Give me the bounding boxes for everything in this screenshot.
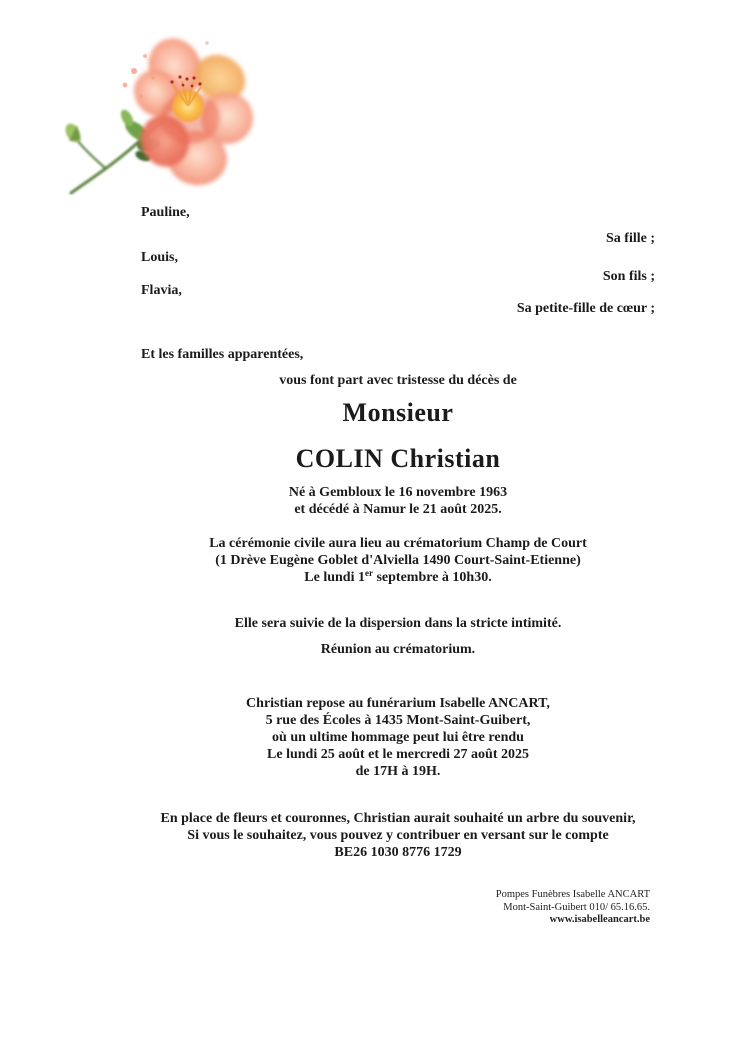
donation-line-1: En place de fleurs et couronnes, Christian aurait souhaité un arbre du souvenir,: [160, 811, 636, 826]
ceremony-date-line: [91, 569, 705, 587]
donation-line-2: Si vous le souhaitez, vous pouvez y contribuer en versant sur le compte: [187, 828, 609, 843]
ceremony-block: [91, 535, 705, 587]
repose-block: [91, 695, 705, 780]
ceremony-date-suffix: septembre à 10h30.: [372, 570, 492, 585]
watercolor-flower-illustration: [57, 23, 322, 195]
dispersion-line: Elle sera suivie de la dispersion dans la stricte intimité.: [234, 616, 562, 631]
repose-line-3: où un ultime hommage peut lui être rendu: [272, 730, 524, 745]
relative-relation-son: Son fils ;: [602, 269, 655, 284]
repose-line-5: de 17H à 19H.: [355, 764, 441, 779]
repose-line-4: Le lundi 25 août et le mercredi 27 août 2025: [267, 747, 529, 762]
relative-relation-daughter: Sa fille ;: [606, 231, 655, 246]
relative-name-pauline: Pauline,: [141, 205, 190, 220]
funeral-home-website: www.isabelleancart.be: [549, 914, 650, 925]
ceremony-date-prefix: Le lundi 1: [304, 570, 365, 585]
funeral-home-name: Pompes Funèbres Isabelle ANCART: [495, 889, 650, 900]
families-line: Et les familles apparentées,: [141, 347, 304, 362]
birth-death-block: [91, 484, 705, 518]
birth-line: Né à Gembloux le 16 novembre 1963: [288, 485, 508, 500]
repose-line-1: Christian repose au funérarium Isabelle ANCART,: [246, 696, 550, 711]
relative-relation-granddaughter: Sa petite-fille de cœur ;: [516, 301, 655, 316]
repose-line-2: 5 rue des Écoles à 1435 Mont-Saint-Guibert,: [265, 713, 531, 728]
ceremony-date-superscript: er: [364, 568, 373, 578]
deceased-name: COLIN Christian: [295, 444, 501, 473]
reunion-line: Réunion au crématorium.: [320, 642, 476, 657]
death-line: et décédé à Namur le 21 août 2025.: [294, 502, 502, 517]
donation-account-number: BE26 1030 8776 1729: [334, 845, 462, 860]
ceremony-line-1: La cérémonie civile aura lieu au crématorium Champ de Court: [209, 536, 587, 551]
relative-name-louis: Louis,: [141, 250, 178, 265]
announcement-line: vous font part avec tristesse du décès de: [279, 373, 517, 388]
ceremony-line-2: (1 Drève Eugène Goblet d'Alviella 1490 Court-Saint-Etienne): [215, 553, 581, 568]
deceased-title: Monsieur: [342, 398, 454, 427]
relative-name-flavia: Flavia,: [141, 283, 182, 298]
funeral-home-footer: [496, 889, 650, 927]
donation-block: [91, 810, 705, 861]
funeral-home-phone: Mont-Saint-Guibert 010/ 65.16.65.: [503, 901, 650, 913]
